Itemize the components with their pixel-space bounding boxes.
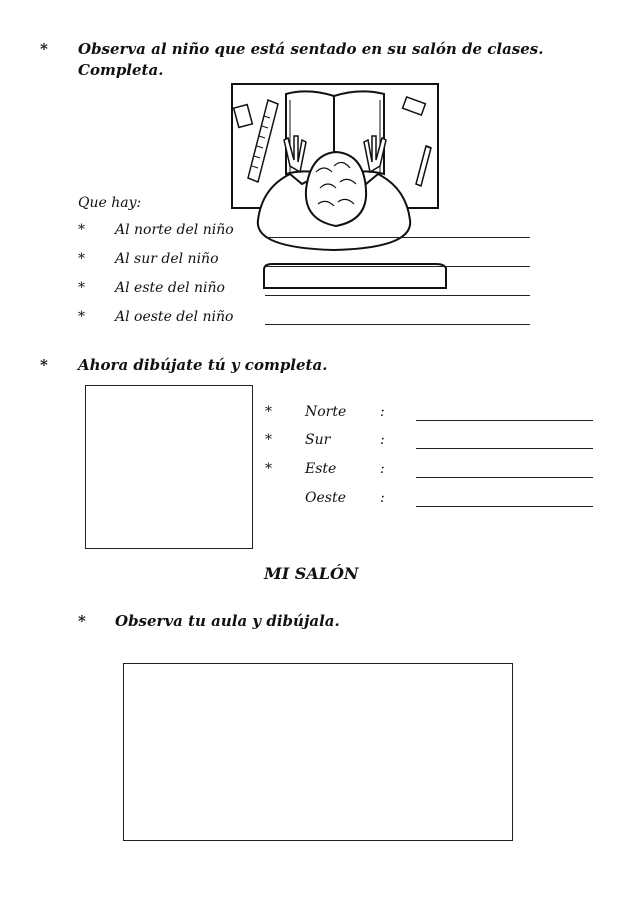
north-of-child-label: Al norte del niño xyxy=(115,222,234,238)
south-of-child-label: Al sur del niño xyxy=(115,251,219,267)
direction-bullet: * xyxy=(265,432,272,448)
list-item-bullet: * xyxy=(78,280,85,296)
west-label: Oeste xyxy=(305,490,346,506)
east-answer-line[interactable] xyxy=(265,295,530,296)
south-self-answer-line[interactable] xyxy=(416,448,593,449)
colon: : xyxy=(380,490,385,506)
west-of-child-label: Al oeste del niño xyxy=(115,309,234,325)
classroom-drawing-box[interactable] xyxy=(123,663,513,841)
east-self-answer-line[interactable] xyxy=(416,477,593,478)
section3-bullet: * xyxy=(78,612,86,630)
colon: : xyxy=(380,404,385,420)
section1-bullet: * xyxy=(40,40,48,58)
north-answer-line[interactable] xyxy=(265,237,530,238)
list-item-bullet: * xyxy=(78,251,85,267)
west-self-answer-line[interactable] xyxy=(416,506,593,507)
east-of-child-label: Al este del niño xyxy=(115,280,225,296)
north-self-answer-line[interactable] xyxy=(416,420,593,421)
colon: : xyxy=(380,432,385,448)
east-label: Este xyxy=(305,461,337,477)
west-answer-line[interactable] xyxy=(265,324,530,325)
south-label: Sur xyxy=(305,432,331,448)
section1-instruction-line1: Observa al niño que está sentado en su salón de clases. xyxy=(78,40,544,58)
north-label: Norte xyxy=(305,404,347,420)
direction-bullet: * xyxy=(265,461,272,477)
direction-bullet: * xyxy=(265,404,272,420)
child-at-desk-illustration xyxy=(228,80,452,292)
list-item-bullet: * xyxy=(78,222,85,238)
self-drawing-box[interactable] xyxy=(85,385,253,549)
list-item-bullet: * xyxy=(78,309,85,325)
section2-instruction: Ahora dibújate tú y completa. xyxy=(78,356,328,374)
chair-icon xyxy=(264,264,446,288)
section3-instruction: Observa tu aula y dibújala. xyxy=(115,612,340,630)
section1-instruction-line2: Completa. xyxy=(78,61,164,79)
section2-bullet: * xyxy=(40,356,48,374)
question-label: Que hay: xyxy=(78,195,142,211)
section3-title: MI SALÓN xyxy=(264,564,359,583)
colon: : xyxy=(380,461,385,477)
south-answer-line[interactable] xyxy=(265,266,530,267)
